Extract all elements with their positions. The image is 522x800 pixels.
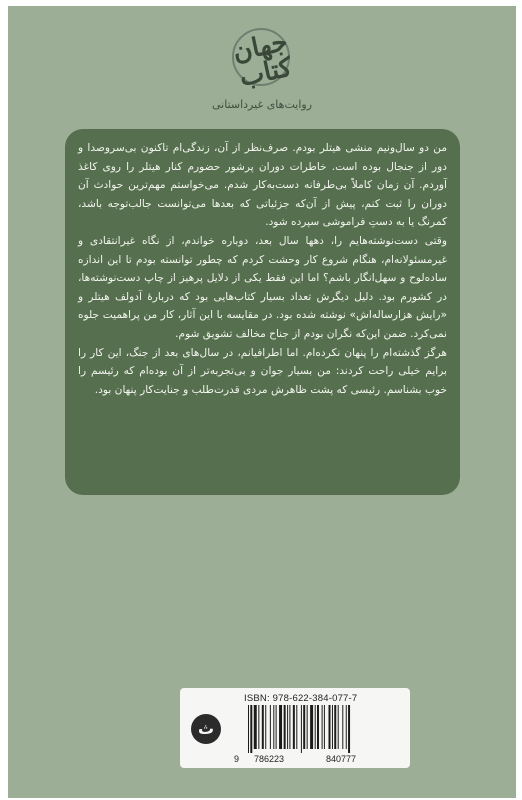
barcode-bar [315,705,316,749]
barcode-bar [346,705,347,749]
barcode-digits-left: 786223 [254,754,285,764]
barcode-bar [317,705,319,749]
barcode-bar [262,705,264,749]
isbn-label: ISBN: 978-622-384-077-7 [244,693,358,704]
barcode-bar [293,705,295,749]
logo-calligraphy: جهان کتاب [230,26,295,93]
isbn-barcode-box [180,688,410,768]
barcode-bar [270,705,271,749]
barcode-bar [287,705,288,749]
blurb-paragraph-1: من دو سال‌ونیم منشی هیتلر بودم. صرف‌نظر از آن، زندگی‌ام تاکنون بی‌سروصدا و دور از جنجال بوده است. خاطرات دوران پرشور حضورم کنار هیتلر را روی کاغذ آوردم. آن زمان کاملاً بی‌طرفانه دست‌به‌کار شدم. می‌خواستم مهم‌ترین حوادث آن دوران را ثبت کنم، پیش از آن‌که جزئیاتی که بعدها می‌توانست جالب‌توجه باشد، کمرنگ یا به دستِ فراموشی سپرده شود. [78,142,447,229]
barcode-bar [329,705,331,749]
book-back-cover [8,6,516,798]
barcode-bar [250,705,252,753]
barcode-bar [265,705,266,749]
blurb-panel [65,129,460,495]
barcode-bar [248,705,249,753]
blurb-paragraph-3: هرگز گذشته‌ام را پنهان نکرده‌ام. اما اطرافیانم، در سال‌های بعد از جنگ، این کار را برایم خیلی راحت کردند: من بسیار جوان و بی‌تجربه‌تر از آن بوده‌ام که رئیسم را خوب بشناسم. رئیسی که پشت ظاهرش مردی قدرت‌طلب و جنایت‌کار پنهان بود. [78,346,447,396]
barcode-bar [276,705,277,749]
barcode-bar [258,705,259,749]
barcode-bar [310,705,313,749]
barcode-bar [334,705,336,749]
barcode-bar [324,705,325,749]
barcode-digit-lead: 9 [234,754,240,764]
series-logo [192,20,332,120]
barcode-bars [244,705,394,753]
barcode-bar [301,705,302,753]
barcode-bar [348,705,350,753]
barcode-bar [289,705,290,749]
barcode-bar [296,705,297,749]
blurb-paragraph-2: وقتی دست‌نوشته‌هایم را، دهها سال بعد، دوباره خواندم، از نگاه غیرانتقادی و غیرمسئولانه‌ام، هنگام شروع کار وحشت کردم که چطور توانسته بودم تا این اندازه ساده‌لوح و سهل‌انگار باشم؟ اما این فقط یکی از دلایل پرهیز از چاپ دست‌نوشته‌ها، در کشورم بود. دلیل دیگرش تعداد بسیار کتاب‌هایی بود که دربارهٔ آدولف هیتلر و «رایش هزارساله‌اش» نوشته شده بود. در مقایسه با این آثار، کار من پراهمیت جلوه نمی‌کرد. ضمن این‌که نگران بودم از جناح مخالف تشویق شوم. [78,234,447,340]
barcode-bar [284,705,286,749]
barcode-bar [332,705,333,749]
barcode-bar [254,705,257,749]
publisher-logo: ث [191,714,221,744]
barcode-digits-right: 840777 [326,754,357,764]
barcode-bar [307,705,308,749]
barcode-bar [322,705,323,749]
barcode-bar [338,705,339,749]
series-caption: روایت‌های غیرداستانی [211,98,312,111]
barcode-bar [279,705,282,749]
barcode-bar [342,705,343,749]
barcode-bar [303,705,305,749]
barcode-bar [273,705,274,749]
